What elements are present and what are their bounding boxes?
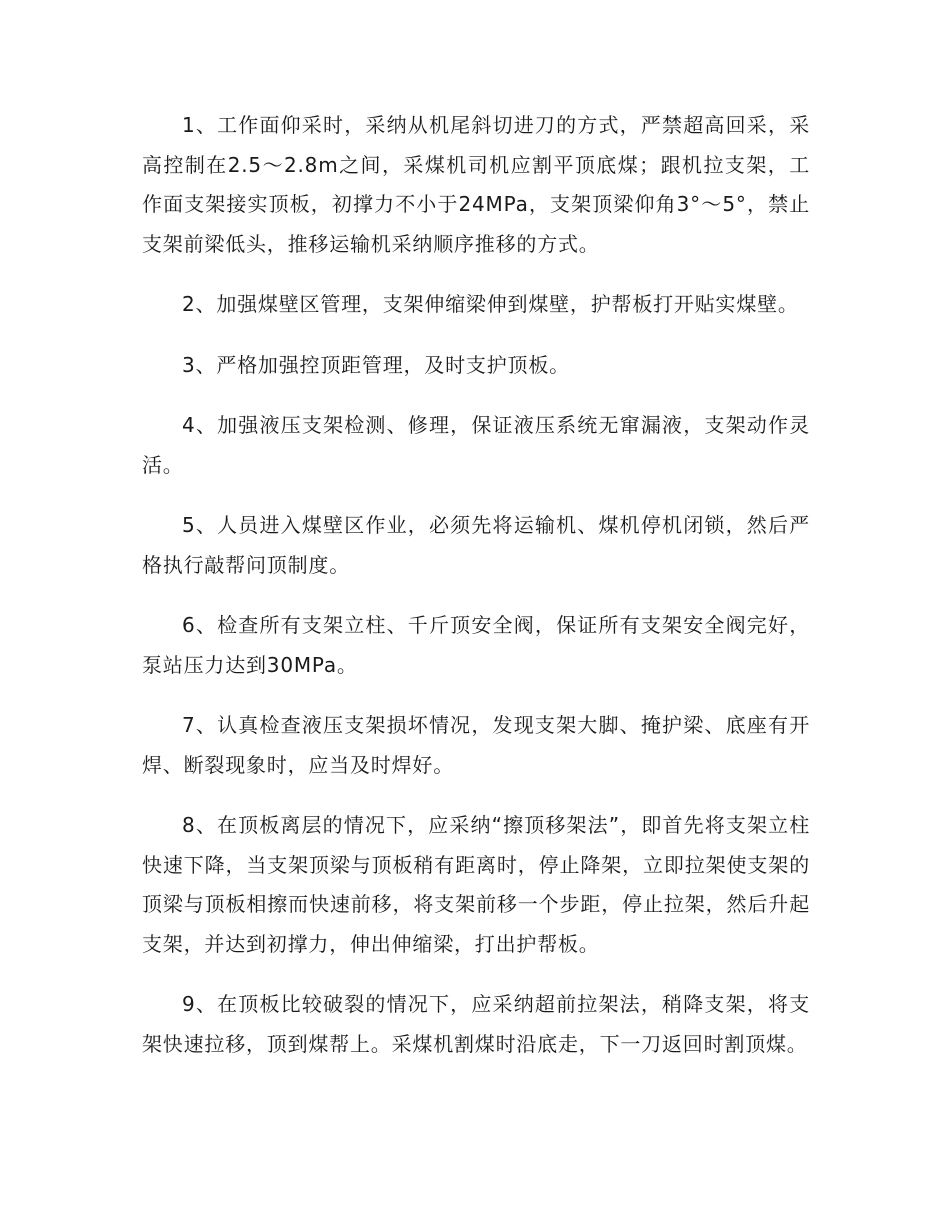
paragraph-7: 7、认真检查液压支架损坏情况，发现支架大脚、掩护梁、底座有开焊、断裂现象时，应当及时焊好。	[142, 713, 810, 777]
paragraph-6: 6、检查所有支架立柱、千斤顶安全阀，保证所有支架安全阀完好，泵站压力达到30MPa。	[142, 613, 810, 677]
paragraph-2: 2、加强煤壁区管理，支架伸缩梁伸到煤壁，护帮板打开贴实煤壁。	[182, 292, 799, 316]
paragraph-1: 1、工作面仰采时，采纳从机尾斜切进刀的方式，严禁超高回采，采高控制在2.5～2.8m之间，采煤机司机应割平顶底煤；跟机拉支架，工作面支架接实顶板，初撑力不小于24MPa，支架顶梁仰角3°～5°，禁止支架前梁低头，推移运输机采纳顺序推移的方式。	[142, 113, 810, 256]
paragraph-3: 3、严格加强控顶距管理，及时支护顶板。	[182, 352, 570, 377]
paragraph-8: 8、在顶板离层的情况下，应采纳“擦顶移架法”，即首先将支架立柱快速下降，当支架顶梁与顶板稍有距离时，停止降架，立即拉架使支架的顶梁与顶板相擦而快速前移，将支架前移一个步距，停止拉架，然后升起支架，并达到初撑力，伸出伸缩梁，打出护帮板。	[142, 813, 810, 956]
document-body	[142, 106, 810, 1085]
paragraph-9: 9、在顶板比较破裂的情况下，应采纳超前拉架法，稍降支架，将支架快速拉移，顶到煤帮上。采煤机割煤时沿底走，下一刀返回时割顶煤。	[142, 992, 810, 1056]
paragraph-5: 5、人员进入煤壁区作业，必须先将运输机、煤机停机闭锁，然后严格执行敲帮问顶制度。	[142, 513, 810, 577]
paragraph-4: 4、加强液压支架检测、修理，保证液压系统无窜漏液，支架动作灵活。	[142, 413, 810, 477]
